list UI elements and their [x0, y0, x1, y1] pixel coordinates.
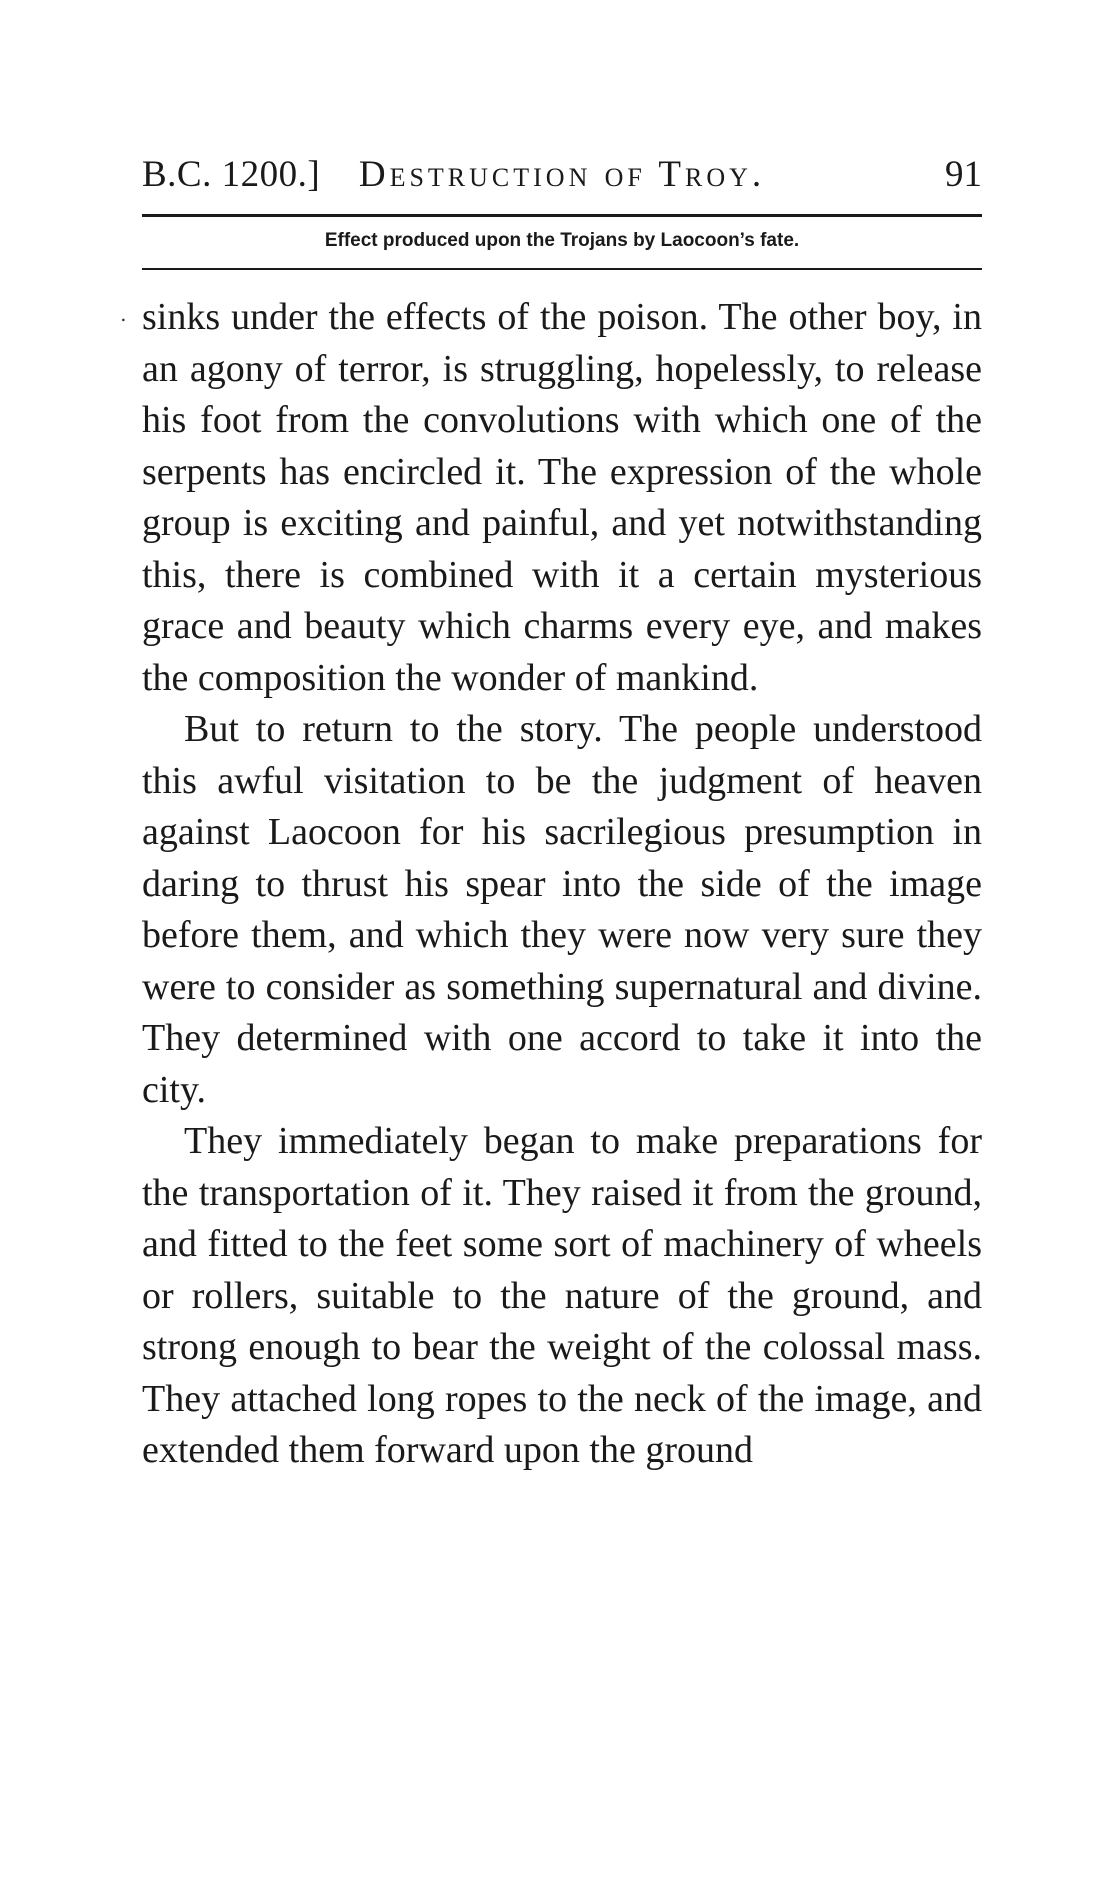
header-rule-top	[142, 214, 982, 217]
paragraph-continued: sinks under the effects of the poison. The other boy, in an agony of terror, is struggling, hopelessly, to release his foot from the convolutions with which one of the serpents has encircled it. The expression of the whole group is exciting and painful, and yet notwithstanding this, there is combined with it a certain mysterious grace and beauty which charms every eye, and makes the composition the wonder of mankind.	[142, 296, 982, 699]
page-number: 91	[945, 154, 982, 195]
paragraph: But to return to the story. The people understood this awful visitation to be the judgment of heaven against Laocoon for his sacrilegious presumption in daring to thrust his spear into the side of the image before them, and which they were now very sure they were to consider as something supernatural and divine. They determined with one accord to take it into the city.	[142, 708, 982, 1111]
margin-tick-mark: ․	[120, 302, 127, 326]
running-head-date: B.C. 1200.]	[142, 154, 321, 195]
paragraph: They immediately began to make preparations for the transportation of it. They raised it from the ground, and fitted to the feet some sort of machinery of wheels or rollers, suitable to the nature of the ground, and strong enough to bear the weight of the colossal mass. They attached long ropes to the neck of the image, and extended them forward upon the ground	[142, 1120, 982, 1471]
header-rule-bottom	[142, 268, 982, 270]
body-text	[142, 292, 982, 1477]
section-subheading: Effect produced upon the Trojans by Laocoon’s fate.	[324, 230, 800, 251]
running-head-title: Destruction of Troy.	[358, 154, 766, 195]
running-head	[142, 150, 982, 200]
